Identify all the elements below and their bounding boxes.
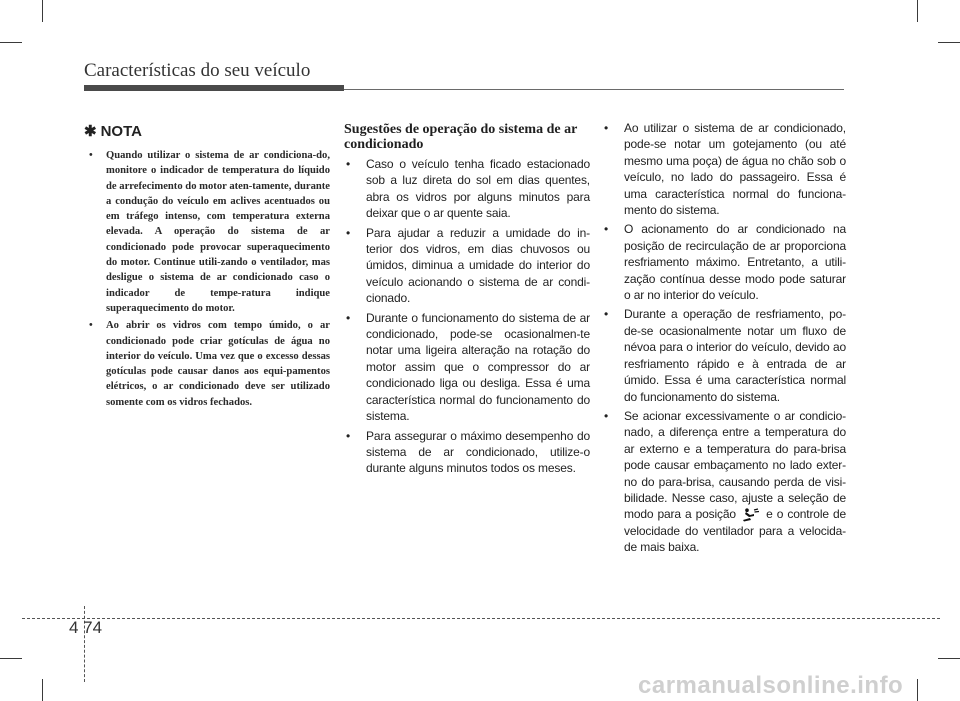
tip-text: e o controle de velocidade do ventilador para a velocida-de mais baixa. <box>624 507 846 555</box>
tip-text: O acionamento do ar condicionado na posição de recirculação de ar proporciona resfriamento máximo. Entretanto, a utili-zação contínua desse modo pode saturar o ar no interior do veículo. <box>624 222 846 303</box>
note-heading <box>84 122 330 140</box>
tip-text: Ao utilizar o sistema de ar condicionado, pode-se notar um gotejamento (ou até mesmo uma poça) de água no chão sob o veículo, no lado do passageiro. Essa é uma característica normal do funciona-mento do sistema. <box>624 121 846 218</box>
list-item: • Para ajudar a reduzir a umidade do in-terior dos vidros, em dias chuvosos ou úmidos, diminua a umidade do interior do veículo acionando o sistema de ar condi-cionado. <box>346 225 590 306</box>
crop-mark <box>0 658 22 659</box>
watermark: carmanualsonline.info <box>638 672 904 699</box>
asterisk-icon: ✱ <box>84 123 97 140</box>
tip-text: Se acionar excessivamente o ar condicio-nado, a diferença entre a temperatura do ar externo e a temperatura do para-brisa pode causar embaçamento no lado exter-no do para-brisa, causando perda de visi-bilidade. Nesse caso, ajuste a seleção de modo para a posição <box>624 408 846 522</box>
list-item: • Durante a operação de resfriamento, po-de-se ocasionalmente notar um fluxo de névoa para o interior do veículo, devido ao resfriamento rápido e à entrada de ar úmido. Essa é uma característica normal do funcionamento do sistema. <box>604 307 846 404</box>
list-item: • O acionamento do ar condicionado na posição de recirculação de ar proporciona resfriamento máximo. Entretanto, a utili-zação contínua desse modo pode saturar o ar no interior do veículo. <box>604 222 846 303</box>
list-item: • Se acionar excessivamente o ar condicio-nado, a diferença entre a temperatura do ar externo e a temperatura do para-brisa pode causar embaçamento no lado exter-no do para-brisa, causando perda de visi-bilidade. Nesse caso, ajuste a seleção de modo para a posição e o controle de velocidade do ventilador para a velocida-de mais baixa. <box>604 408 846 555</box>
note-title: NOTA <box>100 122 142 140</box>
list-item: • Ao utilizar o sistema de ar condicionado, pode-se notar um gotejamento (ou até mesmo uma poça) de água no chão sob o veículo, no lado do passageiro. Essa é uma característica normal do funciona-mento do sistema. <box>604 121 846 218</box>
crop-mark <box>0 42 22 43</box>
note-list <box>84 148 330 410</box>
note-item-text: Quando utilizar o sistema de ar condiciona-do, monitore o indicador de temperatura do líquido de arrefecimento do motor aten-tamente, durante a condução do veículo em aclives acentuados ou em tráfego intenso, com temperatura externa elevada. A operação do sistema de ar condicionado pode provocar superaquecimento do motor. Continue utili-zando o ventilador, mas desligue o sistema de ar condicionado caso o indicador de tempe-ratura indique superaquecimento do motor. <box>106 150 330 314</box>
note-column <box>84 120 330 412</box>
floor-defrost-mode-icon <box>742 508 760 522</box>
tips-continued-list <box>602 120 846 556</box>
crop-mark <box>938 42 960 43</box>
tip-text: Durante o funcionamento do sistema de ar condicionado, pode-se ocasionalmen-te notar uma ligeira alteração na rotação do motor assim que o compressor do ar condicionado liga ou desliga. Essa é uma característica normal do funcionamento do sistema. <box>366 310 590 424</box>
list-item: • Durante o funcionamento do sistema de ar condicionado, pode-se ocasionalmen-te notar uma ligeira alteração na rotação do motor assim que o compressor do ar condicionado liga ou desliga. Essa é uma característica normal do funcionamento do sistema. <box>346 310 590 424</box>
section-title: Características do seu veículo <box>84 60 311 81</box>
list-item: • Caso o veículo tenha ficado estacionado sob a luz direta do sol em dias quentes, abra os vidros por alguns minutos para deixar que o ar quente saia. <box>346 157 590 221</box>
crop-mark <box>42 0 43 22</box>
tip-text: Para assegurar o máximo desempenho do sistema de ar condicionado, utilize-o durante alguns minutos todos os meses. <box>366 428 590 476</box>
tip-text: Para ajudar a reduzir a umidade do in-terior dos vidros, em dias chuvosos ou úmidos, diminua a umidade do interior do veículo acionando o sistema de ar condi-cionado. <box>366 225 590 306</box>
list-item: • Para assegurar o máximo desempenho do sistema de ar condicionado, utilize-o durante alguns minutos todos os meses. <box>346 428 590 476</box>
tip-text: Durante a operação de resfriamento, po-de-se ocasionalmente notar um fluxo de névoa para o interior do veículo, devido ao resfriamento rápido e à entrada de ar úmido. Essa é uma característica normal do funcionamento do sistema. <box>624 307 846 404</box>
tips-continued-column <box>602 120 846 559</box>
tips-list <box>344 156 590 477</box>
crop-mark <box>938 658 960 659</box>
note-item-text: Ao abrir os vidros com tempo úmido, o ar condicionado pode criar gotículas de água no interior do veículo. Uma vez que o excesso dessas gotículas pode causar danos aos equi-pamentos elétricos, o ar condicionado deve ser utilizado somente com os vidros fechados. <box>106 320 330 408</box>
tips-heading: Sugestões de operação do sistema de ar condicionado <box>344 122 578 152</box>
tip-text: Caso o veículo tenha ficado estacionado sob a luz direta do sol em dias quentes, abra os vidros por alguns minutos para deixar que o ar quente saia. <box>366 157 590 221</box>
footer-rule <box>22 618 940 619</box>
crop-mark <box>917 679 918 701</box>
header-rule <box>344 89 844 90</box>
list-item: • Ao abrir os vidros com tempo úmido, o ar condicionado pode criar gotículas de água no interior do veículo. Uma vez que o excesso dessas gotículas pode causar danos aos equi-pamentos elétricos, o ar condicionado deve ser utilizado somente com os vidros fechados. <box>89 320 330 408</box>
crop-mark <box>917 0 918 22</box>
tips-column <box>344 120 590 480</box>
header-bar <box>84 85 344 91</box>
list-item: • Quando utilizar o sistema de ar condiciona-do, monitore o indicador de temperatura do líquido de arrefecimento do motor aten-tamente, durante a condução do veículo em aclives acentuados ou em tráfego intenso, com temperatura externa elevada. A operação do sistema de ar condicionado pode provocar superaquecimento do motor. Continue utili-zando o ventilador, mas desligue o sistema de ar condicionado caso o indicador de tempe-ratura indique superaquecimento do motor. <box>89 150 330 314</box>
crop-mark <box>42 679 43 701</box>
page-number: 4 74 <box>69 618 103 637</box>
